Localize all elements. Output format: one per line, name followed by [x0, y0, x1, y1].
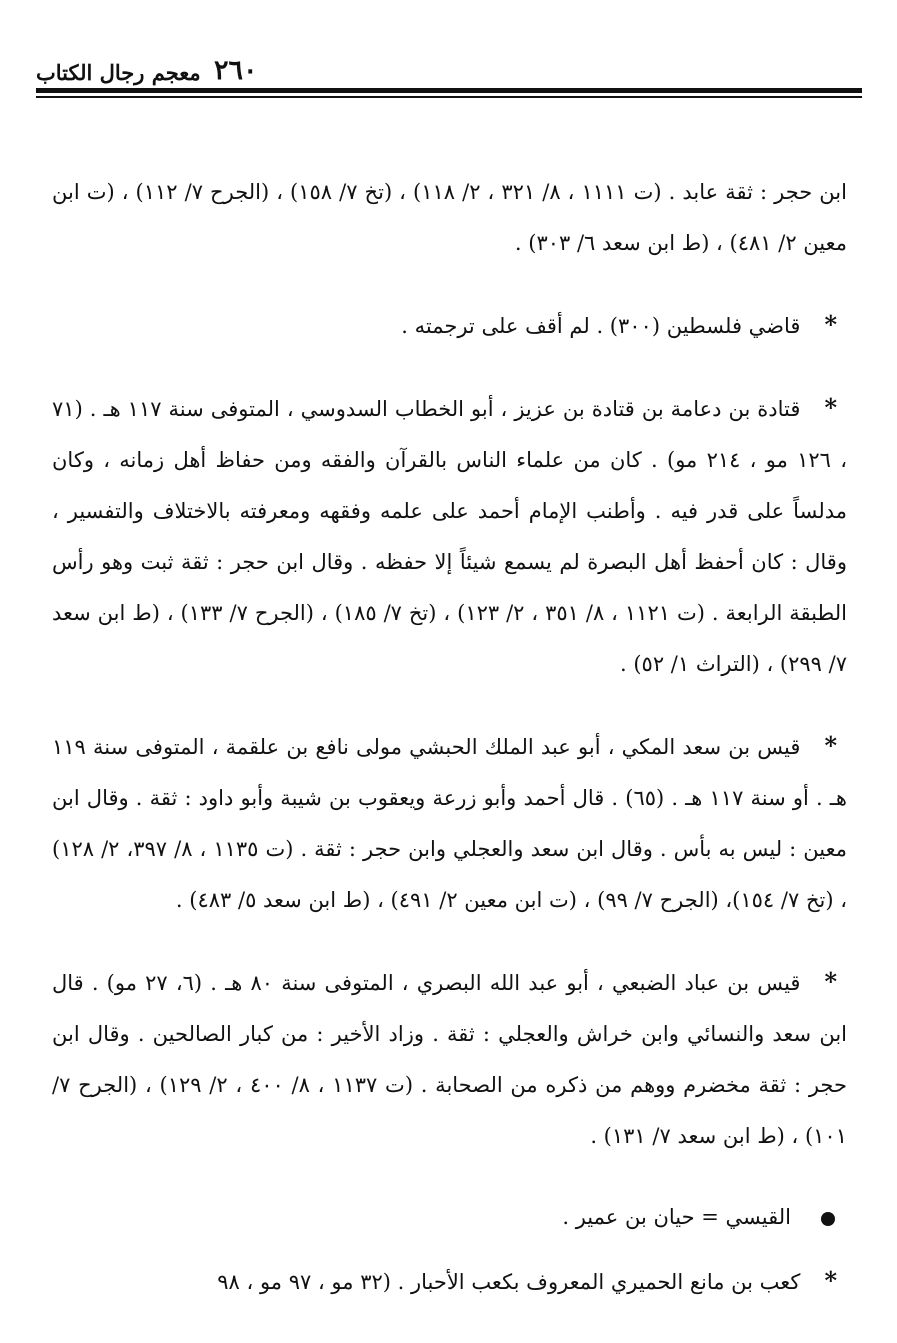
- entry-text: كعب بن مانع الحميري المعروف بكعب الأحبار . (٣٢ مو ، ٩٧ مو ، ٩٨: [217, 1270, 801, 1294]
- page-number: ٢٦٠: [214, 55, 258, 86]
- entry-text: قيس بن سعد المكي ، أبو عبد الملك الحبشي مولى نافع بن علقمة ، المتوفى سنة ١١٩ هـ . أو سنة ١١٧ هـ . (٦٥) . قال أحمد وأبو زرعة ويعقوب بن شيبة وأبو داود : ثقة . وقال ابن معين : ليس به بأس . وقال ابن سعد والعجلي وابن حجر : ثقة . (ت ١١٣٥ ، ٨/ ٣٩٧، ٢/ ١٢٨) ، (تخ ٧/ ١٥٤)، (الجرح ٧/ ٩٩) ، (ت ابن معين ٢/ ٤٩١) ، (ط ابن سعد ٥/ ٤٨٣) .: [52, 735, 847, 912]
- page-header: [36, 55, 862, 85]
- entry-al-qaysi: [52, 1192, 847, 1243]
- bullet-dot-icon: [821, 1212, 835, 1226]
- asterisk-icon: *: [824, 1266, 837, 1295]
- asterisk-icon: *: [824, 310, 837, 339]
- entry-qays-ibn-abbad: [52, 956, 847, 1162]
- entry-text: قيس بن عباد الضبعي ، أبو عبد الله البصري ، المتوفى سنة ٨٠ هـ . (٦، ٢٧ مو) . قال ابن سعد والنسائي وابن خراش والعجلي : ثقة . وزاد الأخير : من كبار الصالحين . وقال ابن حجر : ثقة مخضرم ووهم من ذكره من الصحابة . (ت ١١٣٧ ، ٨/ ٤٠٠ ، ٢/ ١٢٩) ، (الجرح ٧/ ١٠١) ، (ط ابن سعد ٧/ ١٣١) .: [52, 971, 847, 1148]
- entry-qadi-filastin: [52, 299, 847, 352]
- entry-text: القيسي = حيان بن عمير .: [562, 1205, 791, 1229]
- header-rule-thick: [36, 88, 862, 93]
- page-body: [52, 167, 847, 1308]
- entry-text: قاضي فلسطين (٣٠٠) . لم أقف على ترجمته .: [401, 314, 801, 338]
- entry-qays-ibn-saad: [52, 720, 847, 926]
- entry-text: ابن حجر : ثقة عابد . (ت ١١١١ ، ٨/ ٣٢١ ، ٢/ ١١٨) ، (تخ ٧/ ١٥٨) ، (الجرح ٧/ ١١٢) ، (ت ابن معين ٢/ ٤٨١) ، (ط ابن سعد ٦/ ٣٠٣) .: [52, 180, 847, 255]
- header-rule-thin: [36, 96, 862, 98]
- asterisk-icon: *: [824, 731, 837, 760]
- entry-kaab-al-ahbar: [52, 1255, 847, 1308]
- entry-text: قتادة بن دعامة بن قتادة بن عزيز ، أبو الخطاب السدوسي ، المتوفى سنة ١١٧ هـ . (٧١ ، ١٢٦ مو ، ٢١٤ مو) . كان من علماء الناس بالقرآن والفقه ومن حفاظ أهل زمانه ، وكان مدلساً على قدر فيه . وأطنب الإمام أحمد على علمه وفقهه ومعرفته بالاختلاف والتفسير ، وقال : كان أحفظ أهل البصرة لم يسمع شيئاً إلا حفظه . وقال ابن حجر : ثقة ثبت وهو رأس الطبقة الرابعة . (ت ١١٢١ ، ٨/ ٣٥١ ، ٢/ ١٢٣) ، (تخ ٧/ ١٨٥) ، (الجرح ٧/ ١٣٣) ، (ط ابن سعد ٧/ ٢٩٩) ، (التراث ١/ ٥٢) .: [52, 397, 848, 676]
- asterisk-icon: *: [824, 967, 838, 996]
- running-title: معجم رجال الكتاب: [36, 60, 201, 85]
- entry-continuation: [52, 167, 847, 269]
- asterisk-icon: *: [824, 393, 837, 422]
- entry-qatada: [52, 382, 847, 690]
